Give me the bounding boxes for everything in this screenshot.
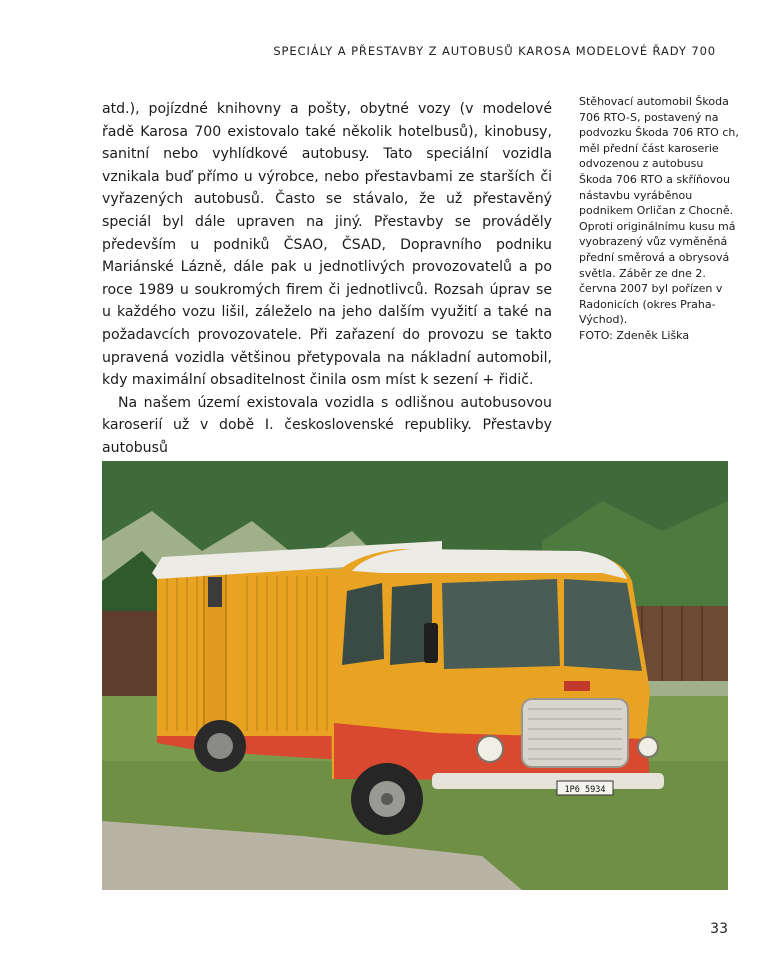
truck-photo-illustration [102, 461, 728, 890]
photo-caption [579, 94, 739, 344]
body-paragraph-1: atd.), pojízdné knihovny a pošty, obytné vozy (v modelové řadě Karosa 700 existovalo také několik hotelbusů), kinobusy, sanitní nebo vyhlídkové autobusy. Tato speciální vozidla vznikala buď přímo u výrobce, nebo přestavbami ze starších či vyřazených autobusů. Často se stávalo, že už přestavěný speciál byl dále upraven na jiný. Přestavby se prováděly především u podniků ČSAO, ČSAD, Dopravního podniku Mariánské Lázně, dále pak u jednotlivých provozovatelů a po roce 1989 u soukromých firem či jednotlivců. Rozsah úprav se u každého vozu lišil, záleželo na jeho dalším využití a také na požadavcích provozovatele. Při zařazení do provozu se takto upravená vozidla většinou přetypovala na nákladní automobil, kdy maximální obsaditelnost činila osm míst k sezení + řidič. [102, 101, 552, 389]
running-header: SPECIÁLY A PŘESTAVBY Z AUTOBUSŮ KAROSA MODELOVÉ ŘADY 700 [273, 44, 716, 58]
page-number: 33 [710, 921, 728, 937]
body-paragraph-2: Na našem území existovala vozidla s odlišnou autobusovou karoserií už v době I. československé republiky. Přestavby autobusů [102, 394, 552, 456]
license-plate: 1P6 5934 [564, 785, 606, 795]
truck-photo [102, 461, 728, 890]
caption-text: Stěhovací automobil Škoda 706 RTO-S, postavený na podvozku Škoda 706 RTO ch, měl přední část karoserie odvozenou z autobusu Škoda 706 RTO a skříňovou nástavbu vyráběnou podnikem Orličan z Chocně. Oproti originálnímu kusu má vyobrazený vůz vyměněná přední směrová a obrysová světla. Záběr ze dne 2. června 2007 byl pořízen v Radonicích (okres Praha-Východ). [579, 95, 739, 327]
body-text [102, 98, 552, 460]
photo-credit: FOTO: Zdeněk Liška [579, 328, 690, 342]
